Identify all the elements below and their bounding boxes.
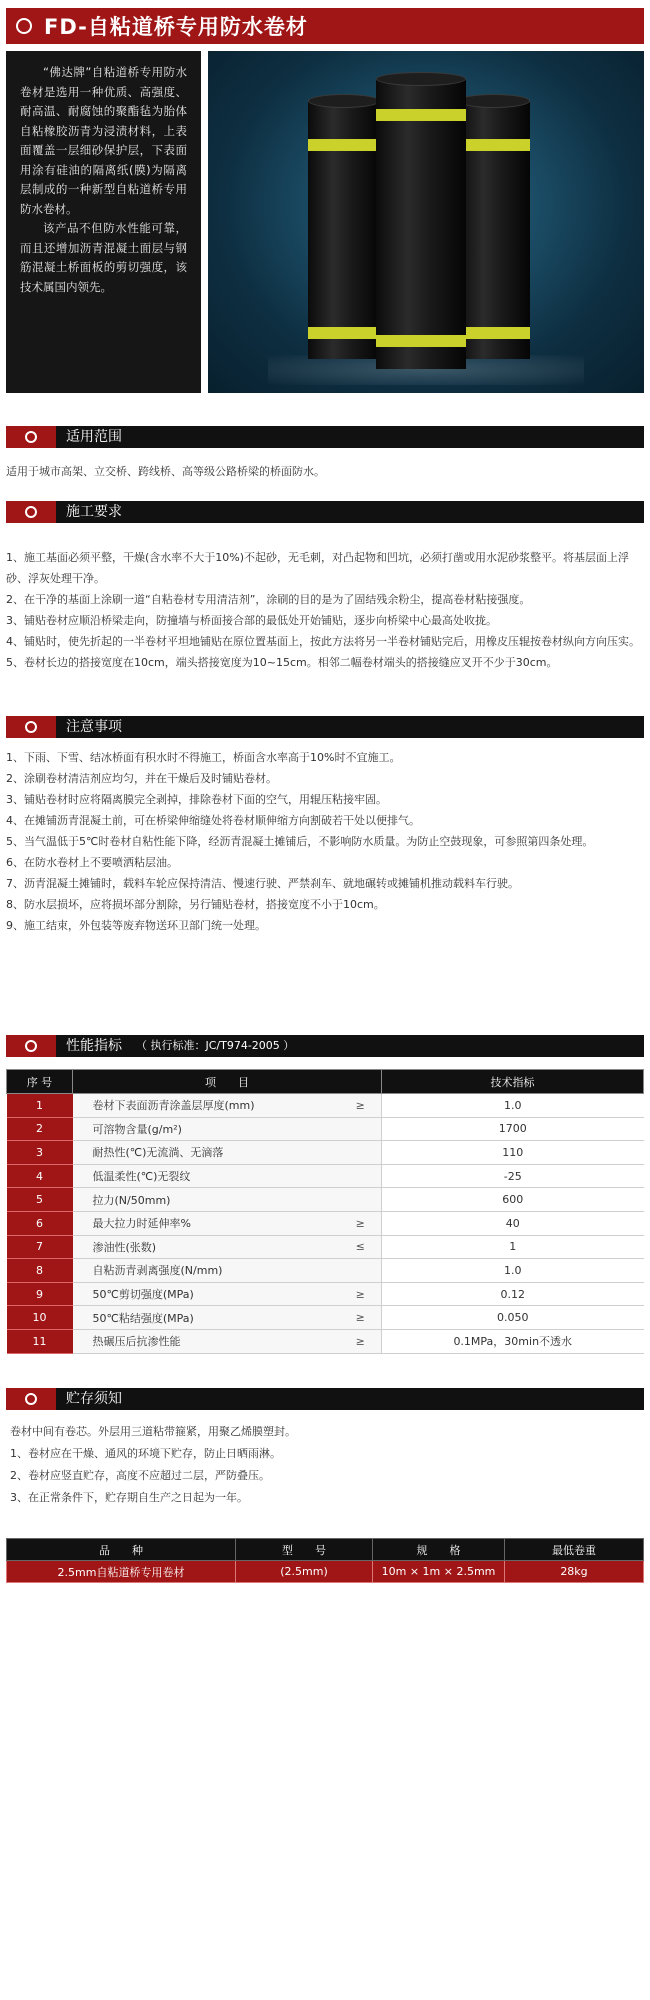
- section-header-performance: [6, 1035, 644, 1057]
- performance-table: [6, 1069, 644, 1354]
- table-header-row: [7, 1539, 644, 1561]
- cell-item: 50℃剪切强度(MPa): [73, 1282, 340, 1306]
- section-header-scope: [6, 426, 644, 448]
- table-row: [7, 1188, 644, 1212]
- cell-no: 9: [7, 1282, 73, 1306]
- cell-item: 可溶物含量(g/m²): [73, 1117, 340, 1141]
- product-table: [6, 1538, 644, 1583]
- circle-bullet-icon: [25, 506, 37, 518]
- cell-no: 1: [7, 1094, 73, 1118]
- table-header-row: [7, 1070, 644, 1094]
- cell-item: 卷材下表面沥青涂盖层厚度(mm): [73, 1094, 340, 1118]
- cell-item: 50℃粘结强度(MPa): [73, 1306, 340, 1330]
- cell-no: 7: [7, 1235, 73, 1259]
- cell-value: 0.1MPa，30min不透水: [382, 1329, 644, 1353]
- table-row: [7, 1306, 644, 1330]
- circle-bullet-icon: [25, 1040, 37, 1052]
- scope-text: 适用于城市高架、立交桥、跨线桥、高等级公路桥梁的桥面防水。: [6, 465, 325, 478]
- list-item: 4、铺贴时，使先折起的一半卷材平坦地铺贴在原位置基面上，按此方法将另一半卷材铺贴完后，用橡皮压辊按卷材纵向方向压实。: [6, 635, 640, 648]
- cell-relation: [340, 1164, 382, 1188]
- section-header-storage: [6, 1388, 644, 1410]
- col-header-no: 序 号: [7, 1070, 73, 1094]
- cell-item: 自粘沥青剥离强度(N/mm): [73, 1259, 340, 1283]
- table-row: [7, 1211, 644, 1235]
- list-item: 5、卷材长边的搭接宽度在10cm，端头搭接宽度为10~15cm。相邻二幅卷材端头的搭接缝应叉开不少于30cm。: [6, 656, 558, 669]
- list-item: 4、在摊铺沥青混凝土前，可在桥梁伸缩缝处将卷材顺伸缩方向割破若干处以便排气。: [6, 814, 420, 827]
- cell-value: 0.12: [382, 1282, 644, 1306]
- list-item: 3、在正常条件下，贮存期自生产之日起为一年。: [10, 1491, 248, 1504]
- cell-no: 2: [7, 1117, 73, 1141]
- cell-relation: [340, 1259, 382, 1283]
- circle-bullet-icon: [25, 1393, 37, 1405]
- list-item: 卷材中间有卷芯。外层用三道粘带箍紧，用聚乙烯膜塑封。: [10, 1425, 296, 1438]
- cell-value: -25: [382, 1164, 644, 1188]
- cell-no: 10: [7, 1306, 73, 1330]
- circle-bullet-icon: [25, 431, 37, 443]
- circle-bullet-icon: [25, 721, 37, 733]
- cell-value: 1.0: [382, 1259, 644, 1283]
- list-item: 9、施工结束，外包装等废弃物送环卫部门统一处理。: [6, 919, 266, 932]
- product-photo: [208, 51, 644, 393]
- cell-relation: [340, 1141, 382, 1165]
- list-item: 6、在防水卷材上不要喷洒粘层油。: [6, 856, 178, 869]
- cell-relation: [340, 1117, 382, 1141]
- cell-value: 0.050: [382, 1306, 644, 1330]
- cell-item: 热碾压后抗渗性能: [73, 1329, 340, 1353]
- page-title-bar: [6, 8, 644, 44]
- list-item: 8、防水层损坏，应将损坏部分割除，另行铺贴卷材，搭接宽度不小于10cm。: [6, 898, 385, 911]
- list-item: 1、卷材应在干燥、通风的环境下贮存，防止日晒雨淋。: [10, 1447, 281, 1460]
- cell-value: 1: [382, 1235, 644, 1259]
- membrane-roll-right: [458, 101, 530, 359]
- section-header-notes: [6, 716, 644, 738]
- cell-item: 渗油性(张数): [73, 1235, 340, 1259]
- intro-paragraph-2: 该产品不但防水性能可靠，而且还增加沥青混凝土面层与钢筋混凝土桥面板的剪切强度，该技术属国内领先。: [20, 221, 187, 294]
- table-row: [7, 1329, 644, 1353]
- list-item: 7、沥青混凝土摊铺时，载料车轮应保持清洁、慢速行驶、严禁刹车、就地碾转或摊铺机推动载料车行驶。: [6, 877, 519, 890]
- list-item: 5、当气温低于5℃时卷材自粘性能下降，经沥青混凝土摊铺后，不影响防水质量。为防止空鼓现象，可参照第四条处理。: [6, 835, 594, 848]
- cell-variety: 2.5mm自粘道桥专用卷材: [7, 1561, 236, 1583]
- col-header-item: 项 目: [73, 1070, 382, 1094]
- cell-no: 11: [7, 1329, 73, 1353]
- intro-paragraph-1: “佛达牌”自粘道桥专用防水卷材是选用一种优质、高强度、耐高温、耐腐蚀的聚酯毡为胎体 自粘橡胶沥青为浸渍材料，上表面覆盖一层细砂保护层，下表面用涂有硅油的隔离纸(膜)为隔离层制成的一种新型自粘道桥专用防水卷材。: [20, 65, 187, 216]
- cell-spec: 10m × 1m × 2.5mm: [373, 1561, 505, 1583]
- list-item: 2、在干净的基面上涂刷一道“自粘卷材专用清洁剂”，涂刷的目的是为了固结残余粉尘，提高卷材粘接强度。: [6, 593, 531, 606]
- table-row: [7, 1141, 644, 1165]
- list-item: 3、铺贴卷材应顺沿桥梁走向，防撞墙与桥面接合部的最低处开始铺贴，逐步向桥梁中心最高处收拢。: [6, 614, 497, 627]
- cell-no: 4: [7, 1164, 73, 1188]
- cell-value: 110: [382, 1141, 644, 1165]
- table-row: [7, 1282, 644, 1306]
- page-title: FD-自粘道桥专用防水卷材: [44, 15, 308, 39]
- list-item: 2、涂刷卷材清洁剂应均匀，并在干燥后及时铺贴卷材。: [6, 772, 277, 785]
- table-row: [7, 1259, 644, 1283]
- notes-list: [6, 747, 644, 936]
- cell-relation: ≤: [340, 1235, 382, 1259]
- cell-relation: ≥: [340, 1282, 382, 1306]
- section-title: 施工要求: [66, 504, 122, 520]
- membrane-roll-left: [308, 101, 380, 359]
- storage-list: [6, 1421, 644, 1509]
- table-row: [7, 1235, 644, 1259]
- membrane-roll-center: [376, 79, 466, 369]
- table-row: [7, 1117, 644, 1141]
- cell-no: 8: [7, 1259, 73, 1283]
- section-title: 贮存须知: [66, 1391, 122, 1407]
- circle-bullet-icon: [16, 18, 32, 34]
- cell-relation: [340, 1188, 382, 1212]
- table-row: [7, 1561, 644, 1583]
- cell-value: 40: [382, 1211, 644, 1235]
- col-header-model: 型 号: [236, 1539, 373, 1561]
- table-row: [7, 1094, 644, 1118]
- cell-no: 6: [7, 1211, 73, 1235]
- cell-relation: ≥: [340, 1306, 382, 1330]
- section-title: 性能指标: [66, 1038, 122, 1054]
- col-header-spec: 规 格: [373, 1539, 505, 1561]
- cell-value: 600: [382, 1188, 644, 1212]
- table-row: [7, 1164, 644, 1188]
- standard-note: （ 执行标准：JC/T974-2005 ）: [136, 1039, 295, 1052]
- list-item: 1、下雨、下雪、结冰桥面有积水时不得施工，桥面含水率高于10%时不宜施工。: [6, 751, 401, 764]
- cell-min-weight: 28kg: [505, 1561, 644, 1583]
- list-item: 1、施工基面必须平整，干燥(含水率不大于10%)不起砂，无毛刺，对凸起物和凹坑，必须打凿或用水泥砂浆整平。将基层面上浮砂、浮灰处理干净。: [6, 551, 630, 585]
- cell-item: 拉力(N/50mm): [73, 1188, 340, 1212]
- cell-item: 耐热性(℃)无流淌、无滴落: [73, 1141, 340, 1165]
- cell-value: 1700: [382, 1117, 644, 1141]
- list-item: 2、卷材应竖直贮存，高度不应超过二层，严防叠压。: [10, 1469, 270, 1482]
- col-header-variety: 品 种: [7, 1539, 236, 1561]
- cell-relation: ≥: [340, 1329, 382, 1353]
- cell-value: 1.0: [382, 1094, 644, 1118]
- cell-model: (2.5mm): [236, 1561, 373, 1583]
- cell-no: 3: [7, 1141, 73, 1165]
- scope-text-block: [6, 461, 644, 482]
- cell-item: 最大拉力时延伸率%: [73, 1211, 340, 1235]
- list-item: 3、铺贴卷材时应将隔离膜完全剥掉，排除卷材下面的空气，用辊压粘接牢固。: [6, 793, 387, 806]
- cell-no: 5: [7, 1188, 73, 1212]
- col-header-value: 技术指标: [382, 1070, 644, 1094]
- intro-panel: [6, 51, 201, 393]
- section-title: 适用范围: [66, 429, 122, 445]
- section-title: 注意事项: [66, 719, 122, 735]
- cell-relation: ≥: [340, 1211, 382, 1235]
- col-header-min-weight: 最低卷重: [505, 1539, 644, 1561]
- cell-item: 低温柔性(℃)无裂纹: [73, 1164, 340, 1188]
- construction-list: [6, 547, 644, 673]
- section-header-construction: [6, 501, 644, 523]
- cell-relation: ≥: [340, 1094, 382, 1118]
